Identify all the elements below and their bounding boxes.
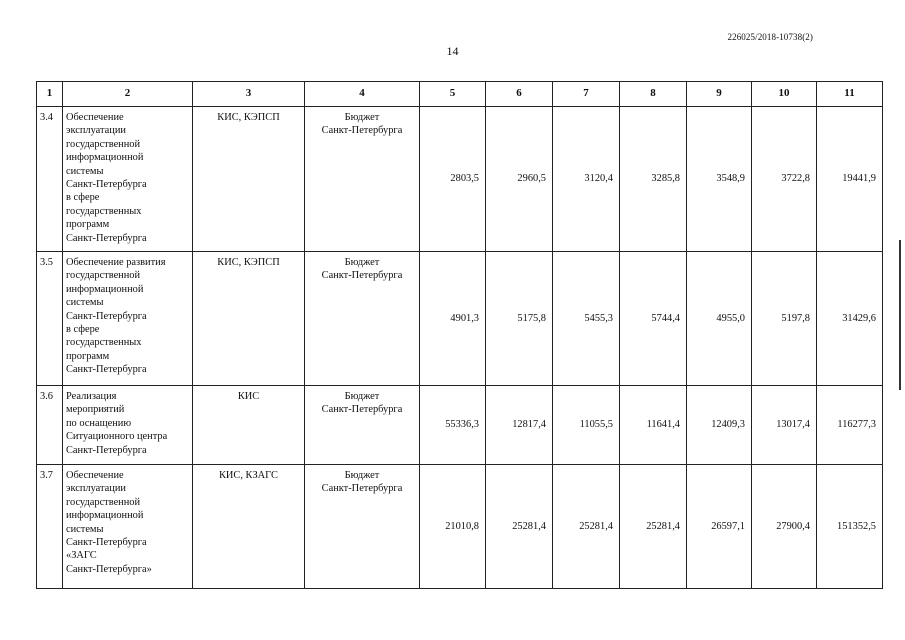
value-cell: 5175,8 (486, 252, 553, 386)
name-line: Обеспечение (66, 470, 124, 481)
value-cell: 12409,3 (687, 386, 752, 465)
source-line: Санкт-Петербурга (321, 270, 403, 282)
name-line: в сфере (66, 324, 100, 336)
value-cell: 12817,4 (486, 386, 553, 465)
value-cell: 2803,5 (420, 107, 486, 252)
executor: КИС, КЭПСП (193, 252, 305, 386)
value-cell: 2960,5 (486, 107, 553, 252)
name-line: Санкт-Петербурга (66, 537, 147, 549)
value-cell: 26597,1 (687, 465, 752, 589)
name-line: Санкт-Петербурга (66, 444, 147, 456)
value-cell: 4901,3 (420, 252, 486, 386)
document-number: 226025/2018-10738(2) (727, 32, 813, 42)
source-line: Санкт-Петербурга (321, 404, 403, 416)
executor: КИС, КЗАГС (193, 465, 305, 589)
value-cell: 5455,3 (553, 252, 620, 386)
measure-name (63, 386, 193, 465)
column-header: 5 (420, 82, 486, 107)
name-line: «ЗАГС (66, 550, 97, 562)
name-line: государственной (66, 496, 141, 508)
value-cell: 3722,8 (752, 107, 817, 252)
name-line: Ситуационного центра (66, 431, 168, 443)
value-cell: 11055,5 (553, 386, 620, 465)
value-cell: 5197,8 (752, 252, 817, 386)
name-line: Реализация (66, 391, 117, 402)
executor: КИС (193, 386, 305, 465)
scan-edge-line (899, 240, 901, 390)
value-cell: 19441,9 (817, 107, 883, 252)
name-line: эксплуатации (66, 125, 126, 137)
budget-table (36, 81, 883, 589)
value-cell: 25281,4 (486, 465, 553, 589)
value-cell: 3285,8 (620, 107, 687, 252)
funding-source (305, 386, 420, 465)
name-line: государственных (66, 205, 142, 217)
source-line: Бюджет (344, 112, 380, 123)
table-row (37, 252, 883, 386)
column-header: 8 (620, 82, 687, 107)
source-line: Бюджет (344, 391, 380, 402)
name-line: программ (66, 219, 110, 231)
value-cell: 11641,4 (620, 386, 687, 465)
value-cell: 4955,0 (687, 252, 752, 386)
name-line: системы (66, 165, 104, 177)
name-line: Санкт-Петербурга (66, 310, 147, 322)
name-line: мероприятий (66, 404, 125, 416)
value-cell: 13017,4 (752, 386, 817, 465)
value-cell: 25281,4 (553, 465, 620, 589)
name-line: эксплуатации (66, 483, 126, 495)
funding-source (305, 107, 420, 252)
name-line: в сфере (66, 192, 100, 204)
name-line: Обеспечение развития (66, 257, 166, 268)
name-line: Санкт-Петербурга (66, 179, 147, 191)
column-header: 7 (553, 82, 620, 107)
value-cell: 25281,4 (620, 465, 687, 589)
column-header: 1 (37, 82, 63, 107)
column-header: 6 (486, 82, 553, 107)
name-line: системы (66, 523, 104, 535)
value-cell: 3548,9 (687, 107, 752, 252)
value-cell: 27900,4 (752, 465, 817, 589)
table-row (37, 107, 883, 252)
source-line: Бюджет (344, 257, 380, 268)
name-line: информационной (66, 152, 144, 164)
name-line: системы (66, 297, 104, 309)
name-line: Санкт-Петербурга (66, 232, 147, 244)
column-header: 9 (687, 82, 752, 107)
row-number: 3.4 (37, 107, 63, 252)
name-line: по оснащению (66, 417, 132, 429)
funding-source (305, 465, 420, 589)
name-line: программ (66, 350, 110, 362)
measure-name (63, 107, 193, 252)
table-row (37, 386, 883, 465)
header-row (37, 82, 883, 107)
name-line: Обеспечение (66, 112, 124, 123)
source-line: Санкт-Петербурга (321, 483, 403, 495)
column-header: 10 (752, 82, 817, 107)
value-cell: 21010,8 (420, 465, 486, 589)
column-header: 3 (193, 82, 305, 107)
table-row (37, 465, 883, 589)
value-cell: 116277,3 (817, 386, 883, 465)
name-line: информационной (66, 510, 144, 522)
measure-name (63, 252, 193, 386)
column-header: 4 (305, 82, 420, 107)
funding-source (305, 252, 420, 386)
name-line: государственных (66, 337, 142, 349)
row-number: 3.5 (37, 252, 63, 386)
name-line: государственной (66, 270, 141, 282)
row-number: 3.6 (37, 386, 63, 465)
name-line: государственной (66, 138, 141, 150)
value-cell: 3120,4 (553, 107, 620, 252)
measure-name (63, 465, 193, 589)
page-number: 14 (446, 44, 459, 58)
value-cell: 5744,4 (620, 252, 687, 386)
value-cell: 31429,6 (817, 252, 883, 386)
source-line: Бюджет (344, 470, 380, 481)
column-header: 2 (63, 82, 193, 107)
column-header: 11 (817, 82, 883, 107)
name-line: информационной (66, 283, 144, 295)
value-cell: 151352,5 (817, 465, 883, 589)
executor: КИС, КЭПСП (193, 107, 305, 252)
source-line: Санкт-Петербурга (321, 125, 403, 137)
name-line: Санкт-Петербурга» (66, 563, 152, 575)
value-cell: 55336,3 (420, 386, 486, 465)
row-number: 3.7 (37, 465, 63, 589)
name-line: Санкт-Петербурга (66, 364, 147, 376)
